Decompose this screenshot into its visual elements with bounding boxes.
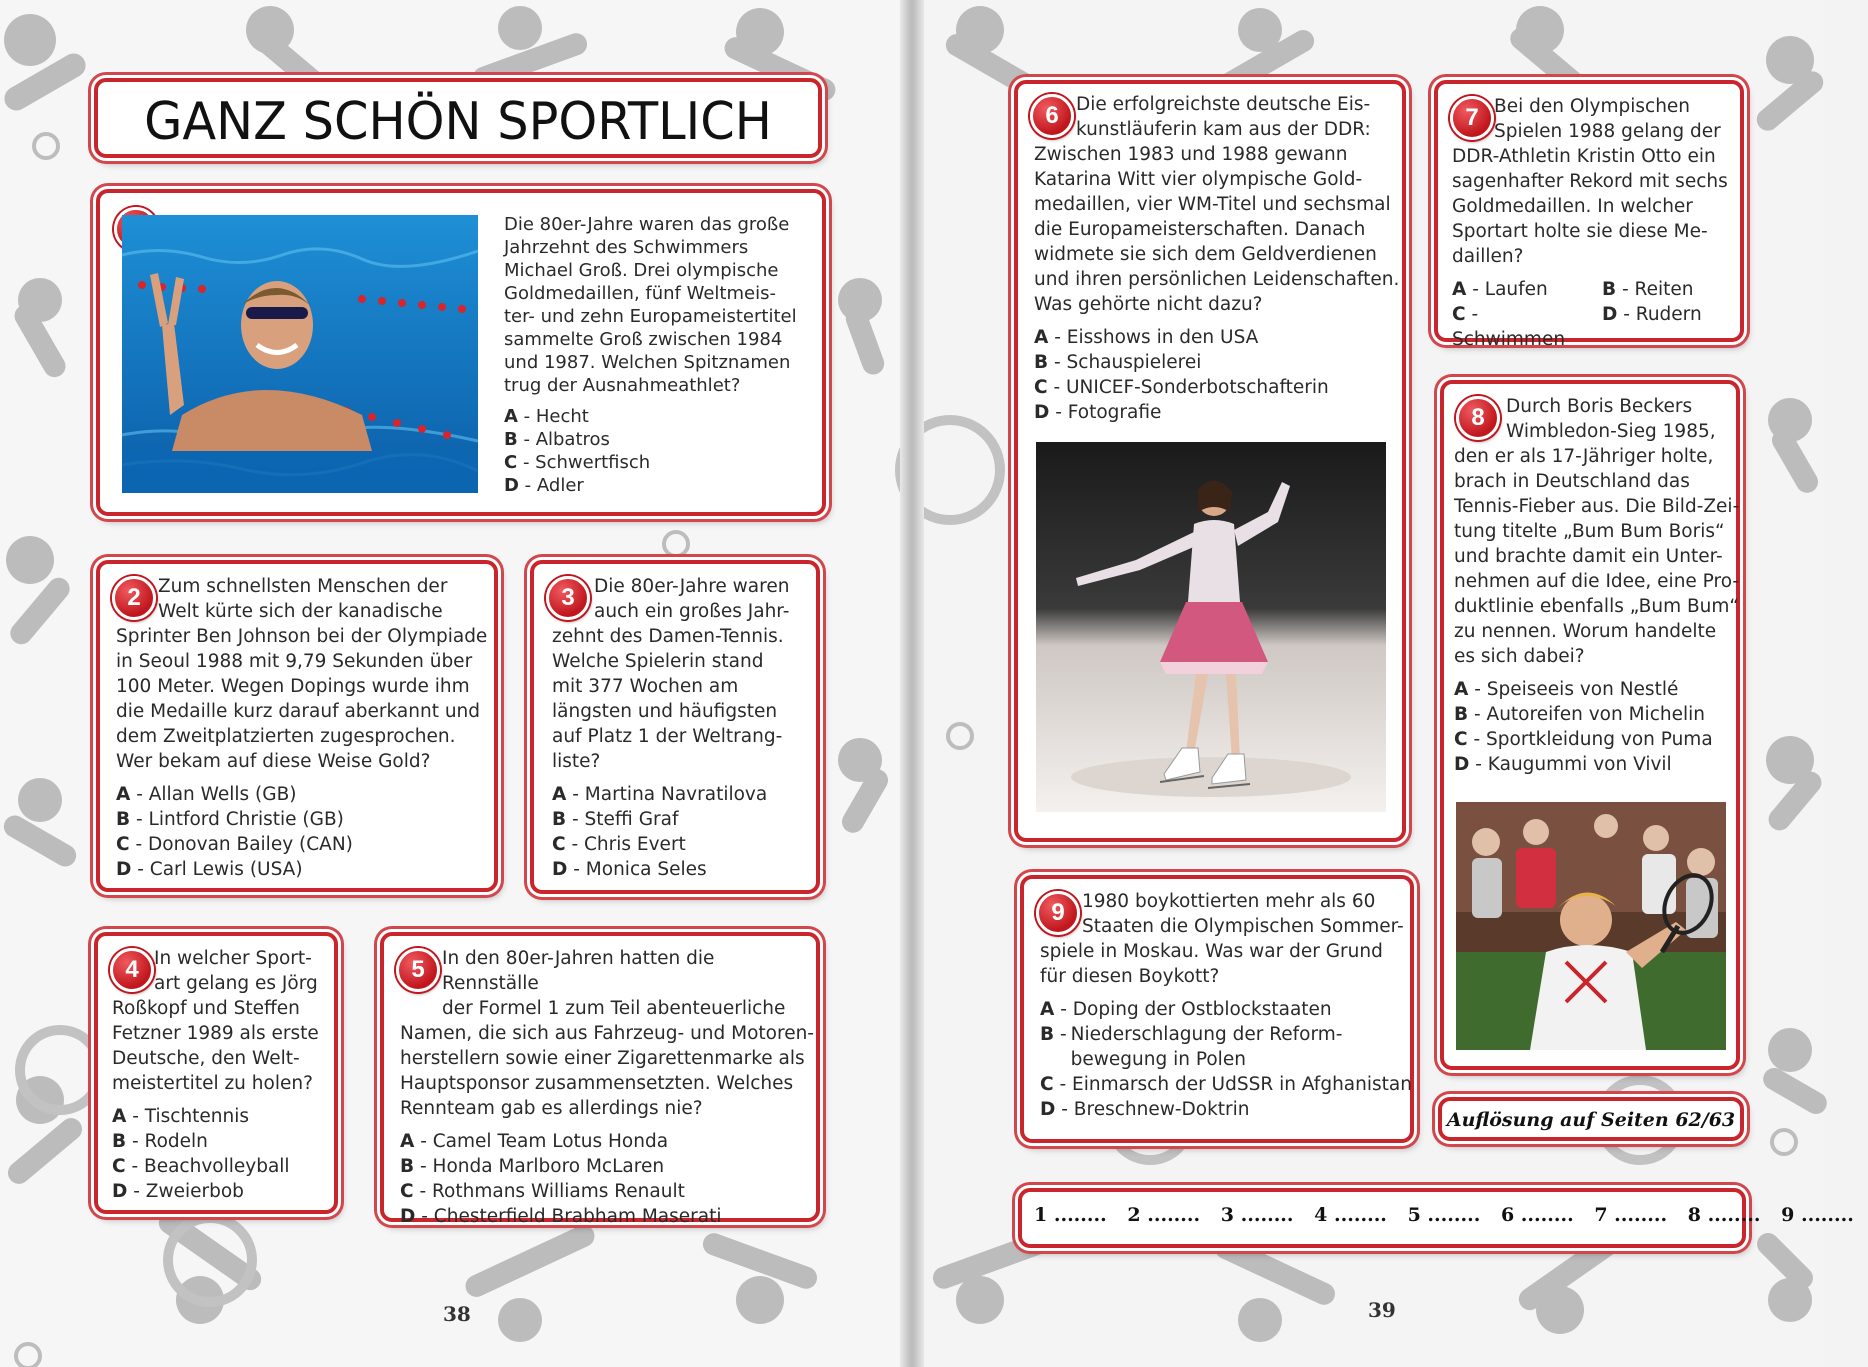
question-3-line: liste?: [552, 751, 601, 772]
question-6-line: Die erfolgreichste deutsche Eis-: [1076, 94, 1371, 115]
question-5-options: [400, 1129, 816, 1229]
question-2-number-badge: 2: [112, 576, 156, 620]
option: D - Adler: [504, 475, 584, 496]
question-9-box: [1020, 875, 1414, 1143]
answer-slot: 5 ........: [1407, 1204, 1481, 1226]
question-5-line: In den 80er-Jahren hatten die Rennställe: [442, 948, 715, 994]
question-5-line: Rennteam gab es allerdings nie?: [400, 1098, 703, 1119]
question-2-line: die Medaille kurz darauf aberkannt und: [116, 701, 481, 722]
option: C - Donovan Bailey (CAN): [116, 834, 353, 855]
option: A - Eisshows in den USA: [1034, 327, 1259, 348]
question-4-line: art gelang es Jörg: [154, 973, 318, 994]
option: D - Breschnew-Doktrin: [1040, 1099, 1250, 1120]
question-7-line: DDR-Athletin Kristin Otto ein: [1452, 146, 1716, 167]
page-title: GANZ SCHÖN SPORTLICH: [144, 92, 772, 152]
question-1-line: Michael Groß. Drei olympische: [504, 260, 779, 281]
answer-slot: 1 ........: [1034, 1204, 1107, 1226]
answer-slot: 3 ........: [1220, 1204, 1294, 1226]
question-5-line: Namen, die sich aus Fahrzeug- und Motoren-: [400, 1023, 814, 1044]
option: B - Schauspielerei: [1034, 352, 1202, 373]
question-1-line: ter- und zehn Europameistertitel: [504, 306, 797, 327]
question-5-number-badge: 5: [396, 948, 440, 992]
swimmer-photo: [122, 215, 478, 493]
question-8-line: brach in Deutschland das: [1454, 471, 1690, 492]
question-7-options: [1452, 277, 1742, 352]
option: A - Laufen: [1452, 279, 1548, 300]
question-2-line: Wer bekam auf diese Weise Gold?: [116, 751, 431, 772]
question-9-line: für diesen Boykott?: [1040, 966, 1220, 987]
question-9-line: 1980 boykottierten mehr als 60: [1082, 891, 1376, 912]
question-3-number-badge: 3: [546, 576, 590, 620]
question-8-line: duktlinie ebenfalls „Bum Bum“: [1454, 596, 1739, 617]
question-7-line: Spielen 1988 gelang der: [1494, 121, 1721, 142]
option: D - Monica Seles: [552, 859, 707, 880]
question-7-text: [1452, 94, 1742, 269]
question-1-line: und 1987. Welchen Spitznamen: [504, 352, 791, 373]
question-8-line: es sich dabei?: [1454, 646, 1585, 667]
option: C - UNICEF-Sonderbotschafterin: [1034, 377, 1329, 398]
question-5-box: [380, 932, 820, 1227]
option: C - Beachvolleyball: [112, 1156, 290, 1177]
question-2-options: [116, 782, 492, 882]
option: A - Hecht: [504, 406, 589, 427]
question-8-line: nehmen auf die Idee, eine Pro-: [1454, 571, 1740, 592]
question-3-box: [530, 560, 820, 894]
option: A - Speiseeis von Nestlé: [1454, 679, 1679, 700]
question-5-text: [400, 946, 816, 1121]
answer-slot: 7 ........: [1594, 1204, 1668, 1226]
title-frame: [94, 78, 822, 158]
question-9-line: spiele in Moskau. Was war der Grund: [1040, 941, 1383, 962]
option: B - Autoreifen von Michelin: [1454, 704, 1705, 725]
question-3-line: auf Platz 1 der Weltrang-: [552, 726, 783, 747]
question-6-line: Zwischen 1983 und 1988 gewann: [1034, 144, 1348, 165]
option: A - Doping der Ostblockstaaten: [1040, 999, 1332, 1020]
question-8-content: [1454, 394, 1740, 777]
question-9-number-badge: 9: [1036, 891, 1080, 935]
question-2-box: [96, 560, 498, 892]
question-7-line: Sportart holte sie diese Me-: [1452, 221, 1708, 242]
question-3-line: zehnt des Damen-Tennis.: [552, 626, 784, 647]
option: A - Allan Wells (GB): [116, 784, 297, 805]
question-6-number-badge: 6: [1030, 94, 1074, 138]
question-1-line: Die 80er-Jahre waren das große: [504, 214, 790, 235]
question-6-line: Was gehörte nicht dazu?: [1034, 294, 1263, 315]
question-4-line: Roßkopf und Steffen: [112, 998, 300, 1019]
book-gutter: [900, 0, 924, 1367]
question-7-line: daillen?: [1452, 246, 1524, 267]
question-1-line: sammelte Groß zwischen 1984: [504, 329, 783, 350]
option: B - Honda Marlboro McLaren: [400, 1156, 665, 1177]
option: A - Tischtennis: [112, 1106, 250, 1127]
question-7-number-badge: 7: [1450, 96, 1494, 140]
option: D - Zweierbob: [112, 1181, 244, 1202]
question-1-text: [504, 213, 804, 397]
question-8-line: und brachte damit ein Unter-: [1454, 546, 1723, 567]
answer-slot: 6 ........: [1500, 1204, 1574, 1226]
answer-slot: 8 ........: [1687, 1204, 1761, 1226]
question-8-box: [1440, 380, 1740, 1070]
question-6-options: [1034, 325, 1406, 425]
question-6-box: [1014, 80, 1406, 842]
option: A - Martina Navratilova: [552, 784, 768, 805]
option: C - Rothmans Williams Renault: [400, 1181, 685, 1202]
option: C - Chris Evert: [552, 834, 686, 855]
option: D - Carl Lewis (USA): [116, 859, 303, 880]
question-8-text: [1454, 394, 1740, 669]
question-3-content: [552, 574, 814, 882]
question-6-line: medaillen, vier WM-Titel und sechsmal: [1034, 194, 1391, 215]
question-6-line: widmete sie sich dem Geldverdienen: [1034, 244, 1377, 265]
question-4-number-badge: 4: [110, 948, 154, 992]
question-1-line: Jahrzehnt des Schwimmers: [504, 237, 749, 258]
question-8-line: Durch Boris Beckers: [1506, 396, 1693, 417]
question-6-line: kunstläuferin kam aus der DDR:: [1076, 119, 1371, 140]
tennis-player-photo: [1456, 802, 1726, 1050]
solution-hint-text: Auflösung auf Seiten 62/63: [1446, 1109, 1736, 1131]
question-5-line: herstellern sowie einer Zigarettenmarke als: [400, 1048, 805, 1069]
question-6-content: [1034, 92, 1406, 425]
option: B - Rodeln: [112, 1131, 208, 1152]
option: B - Reiten: [1602, 279, 1694, 300]
answer-slot: 4 ........: [1314, 1204, 1387, 1226]
question-7-line: sagenhafter Rekord mit sechs: [1452, 171, 1728, 192]
question-3-line: mit 377 Wochen am: [552, 676, 739, 697]
answer-slot: 9 ........: [1781, 1204, 1854, 1226]
question-3-line: Welche Spielerin stand: [552, 651, 764, 672]
question-3-line: auch ein großes Jahr-: [594, 601, 790, 622]
question-1-box: [96, 189, 826, 516]
question-6-line: und ihren persönlichen Leidenschaften.: [1034, 269, 1400, 290]
question-9-line: Staaten die Olympischen Sommer-: [1082, 916, 1404, 937]
question-9-text: [1040, 889, 1412, 989]
question-8-line: den er als 17-Jähriger holte,: [1454, 446, 1714, 467]
option: D - Chesterfield Brabham Maserati: [400, 1206, 722, 1227]
question-4-content: [112, 946, 336, 1204]
option: B - Steffi Graf: [552, 809, 679, 830]
question-6-line: Katarina Witt vier olympische Gold-: [1034, 169, 1363, 190]
question-2-line: in Seoul 1988 mit 9,79 Sekunden über: [116, 651, 473, 672]
question-7-line: Goldmedaillen. In welcher: [1452, 196, 1693, 217]
question-5-line: Hauptsponsor zusammensetzten. Welches: [400, 1073, 794, 1094]
question-6-text: [1034, 92, 1406, 317]
question-9-options: [1040, 997, 1412, 1122]
question-3-text: [552, 574, 814, 774]
question-7-box: [1434, 80, 1744, 350]
option: A - Camel Team Lotus Honda: [400, 1131, 669, 1152]
question-4-line: meistertitel zu holen?: [112, 1073, 313, 1094]
question-5-content: [400, 946, 816, 1229]
option: D - Fotografie: [1034, 402, 1162, 423]
solution-hint-box: [1438, 1097, 1744, 1141]
option: D - Kaugummi von Vivil: [1454, 754, 1672, 775]
question-1-line: Goldmedaillen, fünf Weltmeis-: [504, 283, 776, 304]
question-9-content: [1040, 889, 1412, 1122]
question-8-line: Wimbledon-Sieg 1985,: [1506, 421, 1716, 442]
question-4-line: In welcher Sport-: [154, 948, 312, 969]
question-2-line: Welt kürte sich der kanadische: [158, 601, 443, 622]
question-3-line: Die 80er-Jahre waren: [594, 576, 790, 597]
answer-line: [1034, 1204, 1868, 1226]
question-7-content: [1452, 94, 1742, 352]
right-page-number: 39: [1368, 1298, 1396, 1322]
option: D - Rudern: [1602, 304, 1702, 325]
question-4-options: [112, 1104, 336, 1204]
question-4-line: Deutsche, den Welt-: [112, 1048, 300, 1069]
question-8-line: tung titelte „Bum Bum Boris“: [1454, 521, 1725, 542]
question-2-line: 100 Meter. Wegen Dopings wurde ihm: [116, 676, 470, 697]
question-5-line: der Formel 1 zum Teil abenteuerliche: [442, 998, 786, 1019]
left-page-number: 38: [443, 1302, 471, 1326]
figure-skater-photo: [1036, 442, 1386, 812]
option: C - Sportkleidung von Puma: [1454, 729, 1713, 750]
question-4-text: [112, 946, 336, 1096]
question-2-line: Zum schnellsten Menschen der: [158, 576, 448, 597]
question-2-text: [116, 574, 492, 774]
question-8-number-badge: 8: [1456, 396, 1500, 440]
question-1-options: [504, 405, 804, 497]
question-1-content: [504, 213, 804, 497]
option: C - Schwertfisch: [504, 452, 651, 473]
option: C - Einmarsch der UdSSR in Afghanistan: [1040, 1074, 1412, 1095]
question-8-line: Tennis-Fieber aus. Die Bild-Zei-: [1454, 496, 1740, 517]
option: B - Niederschlagung der Reform-bewegung in Polen: [1040, 1024, 1343, 1070]
answer-slot: 2 ........: [1127, 1204, 1201, 1226]
question-7-line: Bei den Olympischen: [1494, 96, 1691, 117]
question-8-options: [1454, 677, 1740, 777]
option: B - Lintford Christie (GB): [116, 809, 344, 830]
question-3-line: längsten und häufigsten: [552, 701, 778, 722]
question-2-content: [116, 574, 492, 882]
question-2-line: dem Zweitplatzierten zugesprochen.: [116, 726, 456, 747]
question-4-line: Fetzner 1989 als erste: [112, 1023, 319, 1044]
question-6-line: die Europameisterschaften. Danach: [1034, 219, 1366, 240]
option: B - Albatros: [504, 429, 610, 450]
question-3-options: [552, 782, 814, 882]
question-4-box: [94, 932, 338, 1214]
question-2-line: Sprinter Ben Johnson bei der Olympiade: [116, 626, 488, 647]
answer-line-box: [1018, 1188, 1854, 1248]
question-1-line: trug der Ausnahmeathlet?: [504, 375, 741, 396]
question-8-line: zu nennen. Worum handelte: [1454, 621, 1717, 642]
option: C - Schwimmen: [1452, 304, 1566, 350]
